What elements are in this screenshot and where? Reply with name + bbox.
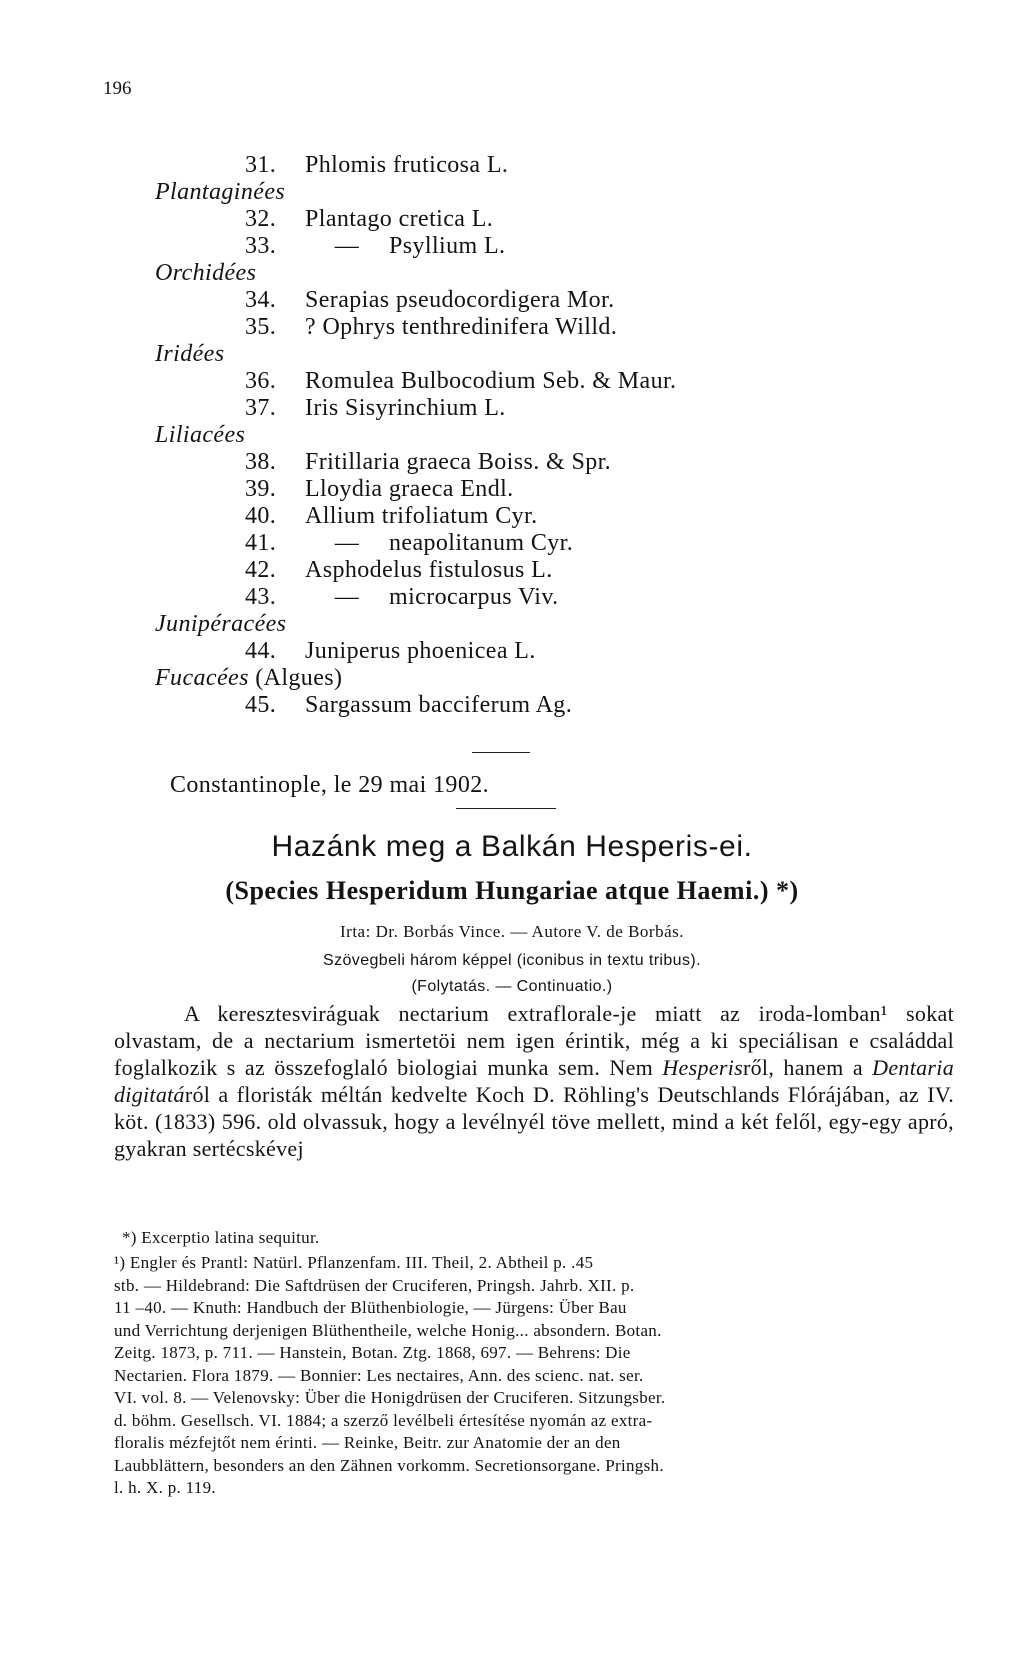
- species-entry: [155, 449, 875, 476]
- entry-number: 31.: [245, 152, 277, 178]
- footnote-line: d. böhm. Gesellsch. VI. 1884; a szerző levélbeli értesítése nyomán az extra-: [114, 1410, 653, 1430]
- body-paragraph: [114, 1000, 954, 1162]
- species-name: Iris Sisyrinchium L.: [305, 395, 506, 421]
- species-entry: [155, 557, 875, 584]
- species-name: Lloydia graeca Endl.: [305, 476, 514, 502]
- italic-term: Hesperis: [662, 1055, 743, 1080]
- species-list: [155, 152, 875, 719]
- separator-short: [472, 752, 530, 753]
- footnote-line: l. h. X. p. 119.: [114, 1478, 216, 1497]
- species-name: microcarpus Viv.: [389, 584, 559, 610]
- species-name: Romulea Bulbocodium Seb. & Maur.: [305, 368, 677, 394]
- footnotes: [114, 1252, 954, 1500]
- species-name: Asphodelus fistulosus L.: [305, 557, 553, 583]
- family-heading: [155, 260, 875, 287]
- footnote-line: Nectarien. Flora 1879. — Bonnier: Les nectaires, Ann. des scienc. nat. ser.: [114, 1365, 644, 1385]
- footnote-line: 11 –40. — Knuth: Handbuch der Blüthenbiologie, — Jürgens: Über Bau: [114, 1298, 627, 1317]
- family-heading: [155, 341, 875, 368]
- species-entry: [155, 530, 875, 557]
- entry-number: 41.: [245, 530, 277, 556]
- species-entry: [155, 584, 875, 611]
- species-entry: [155, 314, 875, 341]
- family-name: Junipéracées: [155, 611, 287, 637]
- species-name: ? Ophrys tenthredinifera Willd.: [305, 314, 618, 340]
- page-number: 196: [103, 78, 132, 99]
- family-name: Orchidées: [155, 260, 257, 286]
- species-name: neapolitanum Cyr.: [389, 530, 574, 556]
- footnote-line: stb. — Hildebrand: Die Saftdrüsen der Cruciferen, Pringsh. Jahrb. XII. p.: [114, 1275, 635, 1295]
- entry-number: 33.: [245, 233, 277, 259]
- family-heading: [155, 179, 875, 206]
- footnote-line: Laubblättern, besonders an den Zähnen vorkomm. Secretionsorgane. Pringsh.: [114, 1455, 664, 1475]
- illustration-note: Szövegbeli három képpel (iconibus in textu tribus).: [323, 952, 701, 969]
- continuation-note: (Folytatás. — Continuatio.): [411, 978, 613, 995]
- entry-number: 35.: [245, 314, 277, 340]
- species-entry: [155, 206, 875, 233]
- ditto-dash: —: [334, 584, 360, 610]
- family-heading: [155, 611, 875, 638]
- entry-number: 39.: [245, 476, 277, 502]
- footnote-line: VI. vol. 8. — Velenovsky: Über die Honigdrüsen der Cruciferen. Sitzungsber.: [114, 1388, 666, 1407]
- species-name: Phlomis fruticosa L.: [305, 152, 509, 178]
- entry-number: 43.: [245, 584, 277, 610]
- species-name: Plantago cretica L.: [305, 206, 494, 232]
- author-line: Irta: Dr. Borbás Vince. — Autore V. de Borbás.: [340, 922, 684, 941]
- species-name: Psyllium L.: [389, 233, 506, 259]
- entry-number: 38.: [245, 449, 277, 475]
- entry-number: 34.: [245, 287, 277, 313]
- species-name: Allium trifoliatum Cyr.: [305, 503, 538, 529]
- species-entry: [155, 476, 875, 503]
- entry-number: 40.: [245, 503, 277, 529]
- article-subtitle: (Species Hesperidum Hungariae atque Haemi.) *): [225, 876, 799, 905]
- entry-number: 45.: [245, 692, 277, 718]
- entry-number: 44.: [245, 638, 277, 664]
- entry-number: 42.: [245, 557, 277, 583]
- entry-number: 32.: [245, 206, 277, 232]
- footnote-line: ¹) Engler és Prantl: Natürl. Pflanzenfam. III. Theil, 2. Abtheil p. .45: [114, 1253, 594, 1272]
- ditto-dash: —: [334, 233, 360, 259]
- family-heading: [155, 665, 875, 692]
- species-name: Juniperus phoenicea L.: [305, 638, 536, 664]
- separator-rule: [456, 808, 556, 809]
- family-name: Liliacées: [155, 422, 246, 448]
- species-name: Sargassum bacciferum Ag.: [305, 692, 573, 718]
- italic-term: Dentaria digitatá: [114, 1055, 955, 1107]
- species-entry: [155, 368, 875, 395]
- species-entry: [155, 233, 875, 260]
- body-text: ről, hanem a: [742, 1055, 873, 1080]
- footnote-line: floralis mézfejtőt nem érinti. — Reinke, Beitr. zur Anatomie der an den: [114, 1433, 621, 1452]
- article-title: Hazánk meg a Balkán Hesperis-ei.: [271, 830, 753, 863]
- species-name: Serapias pseudocordigera Mor.: [305, 287, 615, 313]
- body-text: ról a floristák méltán kedvelte Koch D. Röhling's Deutschlands Flórájában, az IV. köt. (1833) 596. old olvassuk, hogy a levélnyél töve mellett, mind a két felől, egy-egy apró, gyakran sertécskévej: [114, 1082, 954, 1161]
- species-entry: [155, 152, 875, 179]
- entry-number: 36.: [245, 368, 277, 394]
- entry-number: 37.: [245, 395, 277, 421]
- species-entry: [155, 692, 875, 719]
- family-heading: [155, 422, 875, 449]
- signature-line: Constantinople, le 29 mai 1902.: [170, 772, 490, 798]
- species-entry: [155, 395, 875, 422]
- body-text: A keresztesviráguak nectarium extraflorale-je miatt az iroda-lomban¹ sokat olvastam, de a nectarium ismertetöi nem igen érintik, még a ki speciálisan e családdal foglalkozik s az összefoglaló biologiai munka sem. Nem: [114, 1001, 954, 1080]
- species-entry: [155, 638, 875, 665]
- article-body: [114, 1000, 954, 1162]
- family-name: Plantaginées: [155, 179, 286, 205]
- family-note: (Algues): [248, 665, 343, 691]
- species-entry: [155, 287, 875, 314]
- ditto-dash: —: [334, 530, 360, 556]
- footnote-excerpt: *) Excerptio latina sequitur.: [122, 1228, 320, 1247]
- species-entry: [155, 503, 875, 530]
- family-name: Fucacées: [155, 665, 249, 691]
- species-name: Fritillaria graeca Boiss. & Spr.: [305, 449, 612, 475]
- family-name: Iridées: [155, 341, 225, 367]
- footnote-line: und Verrichtung derjenigen Blüthentheile, welche Honig... absondern. Botan.: [114, 1320, 662, 1340]
- footnote-line: Zeitg. 1873, p. 711. — Hanstein, Botan. Ztg. 1868, 697. — Behrens: Die: [114, 1343, 631, 1362]
